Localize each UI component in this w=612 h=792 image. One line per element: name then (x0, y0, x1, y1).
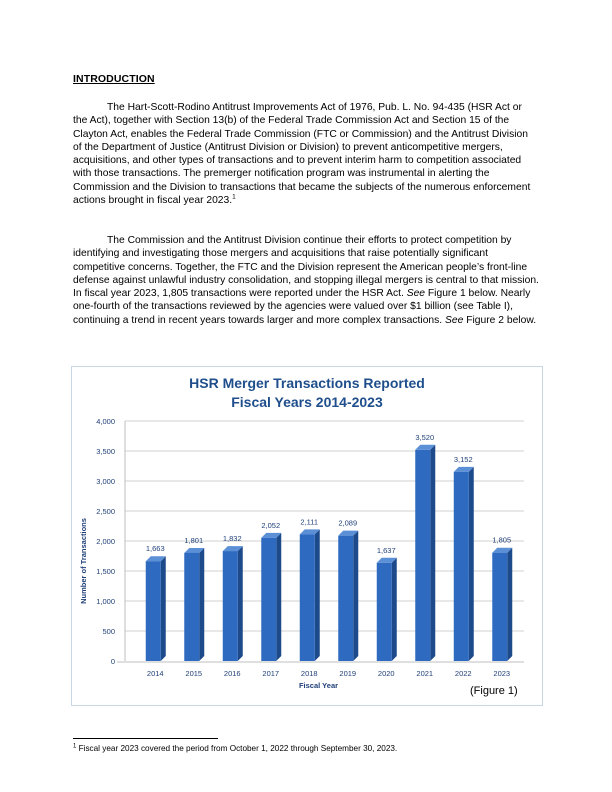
bar-side (507, 548, 512, 661)
x-tick-label: 2022 (454, 669, 472, 678)
bar-side (199, 548, 204, 661)
bar (146, 561, 161, 661)
y-tick-label: 2,500 (96, 507, 115, 516)
footnote (73, 744, 397, 753)
data-label: 1,805 (492, 535, 512, 545)
footnote-divider (73, 738, 218, 739)
bar (184, 553, 199, 661)
bar (300, 534, 315, 661)
paragraph-1-text: The Hart-Scott-Rodino Antitrust Improvements Act of 1976, Pub. L. No. 94-435 (HSR Act or the Act), together with Section 13(b) of the Federal Trade Commission Act and Section 15 of the Clayton Act, enables the Federal Trade Commission (FTC or Commission) and the Antitrust Division of the Department of Justice (Antitrust Division or Division) to prevent anticompetitive mergers, acquisitions, and other types of transactions and to prevent interim harm to competition associated with those transactions. The premerger notification program was instrumental in alerting the Commission and the Division to transactions that became the subjects of the numerous enforcement actions brought in fiscal year 2023. (73, 102, 531, 207)
y-tick-label: 500 (102, 627, 115, 636)
paragraph-2-text-b: Figure 1 below. Nearly one-fourth of the transactions reviewed by the agencies were valued over $1 billion (see Table I), continuing a trend in recent years towards larger and more complex transactions. (73, 288, 531, 326)
paragraph-2-text-a: The Commission and the Antitrust Division continue their efforts to protect competition by identifying and investigating those mergers and acquisitions that raise potentially significant competitive concerns. Together, the FTC and the Division represent the American people’s front-line defense against unlawful industry consolidation, and stopping illegal mergers is central to that mission. In fiscal year 2023, 1,805 transactions were reported under the HSR Act. (73, 235, 539, 300)
x-tick-label: 2014 (146, 669, 164, 678)
y-tick-label: 1,000 (96, 597, 115, 606)
bar (415, 450, 430, 661)
chart-subtitle: Fiscal Years 2014-2023 (231, 394, 383, 410)
bar-side (315, 529, 320, 661)
x-tick-label: 2016 (223, 669, 241, 678)
bar-side (430, 445, 435, 661)
bar (377, 563, 392, 661)
bar-side (276, 533, 281, 661)
y-tick-label: 0 (110, 657, 115, 666)
see-signal-1: See (406, 288, 426, 300)
data-label: 3,520 (415, 432, 435, 442)
bar-side (161, 556, 166, 661)
data-label: 2,111 (300, 517, 319, 527)
data-label: 3,152 (453, 454, 473, 464)
figure-1-chart (71, 366, 543, 706)
intro-paragraph-1 (73, 101, 539, 207)
figure-label: (Figure 1) (470, 685, 518, 697)
bar-side (469, 467, 474, 661)
x-tick-label: 2019 (339, 669, 357, 678)
bar (223, 551, 238, 661)
y-axis-title: Number of Transactions (79, 518, 88, 604)
paragraph-2-text-c: Figure 2 below. (463, 314, 537, 326)
section-heading: INTRODUCTION (73, 73, 155, 85)
bar (261, 538, 276, 661)
bar (454, 472, 469, 661)
intro-paragraph-2 (73, 234, 539, 327)
x-tick-label: 2021 (416, 669, 434, 678)
y-tick-label: 2,000 (96, 537, 115, 546)
x-tick-label: 2015 (185, 669, 203, 678)
data-label: 2,089 (338, 518, 358, 528)
bar-side (353, 531, 358, 661)
bar (338, 536, 353, 661)
y-tick-label: 4,000 (96, 417, 115, 426)
chart-title: HSR Merger Transactions Reported (189, 375, 425, 391)
x-axis-title: Fiscal Year (298, 681, 339, 690)
x-tick-label: 2018 (300, 669, 318, 678)
y-tick-label: 3,500 (96, 447, 115, 456)
bar (492, 553, 507, 661)
data-label: 1,637 (376, 545, 396, 555)
bar-side (238, 546, 243, 661)
data-label: 1,801 (184, 535, 204, 545)
data-label: 1,663 (145, 544, 165, 554)
footnote-ref[interactable]: 1 (232, 193, 236, 201)
y-tick-label: 1,500 (96, 567, 115, 576)
x-tick-label: 2017 (262, 669, 280, 678)
data-label: 1,832 (222, 534, 242, 544)
x-tick-label: 2020 (377, 669, 395, 678)
x-tick-label: 2023 (493, 669, 511, 678)
footnote-marker: 1 (73, 743, 77, 750)
bar-chart-svg (72, 367, 542, 705)
see-signal-2: See (445, 314, 464, 326)
footnote-text: Fiscal year 2023 covered the period from October 1, 2022 through September 30, 2023. (76, 744, 398, 753)
y-tick-label: 3,000 (96, 477, 115, 486)
bar-side (392, 558, 397, 661)
data-label: 2,052 (261, 520, 281, 530)
